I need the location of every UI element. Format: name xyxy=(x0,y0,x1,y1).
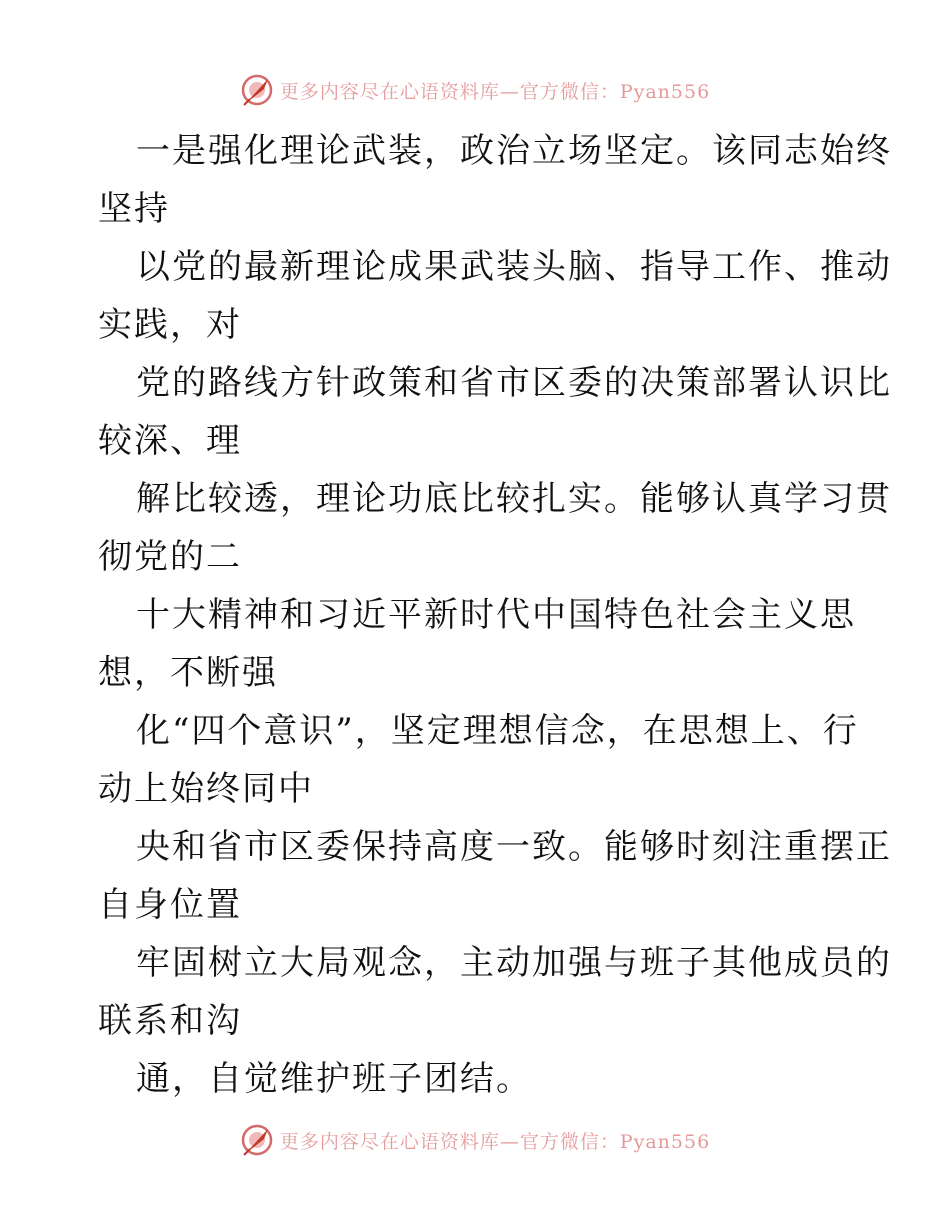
watermark-text: 更多内容尽在心语资料库—官方微信：Pyan556 xyxy=(279,1130,711,1153)
text-line: 解比较透，理论功底比较扎实。能够认真学习贯 xyxy=(136,479,892,519)
text-line: 十大精神和习近平新时代中国特色社会主义思 xyxy=(136,595,856,635)
text-line: 想，不断强 xyxy=(98,653,278,693)
text-line: 较深、理 xyxy=(98,421,242,461)
text-line: 化“四个意识”，坚定理想信念，在思想上、行 xyxy=(136,711,859,751)
document-body xyxy=(98,122,892,1108)
quill-logo-icon xyxy=(240,1123,274,1157)
text-line: 自身位置 xyxy=(98,885,242,925)
text-line: 动上始终同中 xyxy=(98,769,314,809)
text-line: 央和省市区委保持高度一致。能够时刻注重摆正 xyxy=(136,827,892,867)
text-line: 实践，对 xyxy=(98,305,242,345)
text-line: 坚持 xyxy=(98,189,170,229)
text-line: 牢固树立大局观念，主动加强与班子其他成员的 xyxy=(136,943,892,983)
watermark-text: 更多内容尽在心语资料库—官方微信：Pyan556 xyxy=(279,80,711,103)
footer-watermark xyxy=(0,1120,950,1160)
text-line: 一是强化理论武装，政治立场坚定。该同志始终 xyxy=(136,131,892,171)
quill-logo-icon xyxy=(240,73,274,107)
text-line: 通，自觉维护班子团结。 xyxy=(136,1059,532,1099)
text-line: 联系和沟 xyxy=(98,1001,242,1041)
text-line: 党的路线方针政策和省市区委的决策部署认识比 xyxy=(136,363,892,403)
text-line: 彻党的二 xyxy=(98,537,242,577)
header-watermark xyxy=(0,70,950,110)
text-line: 以党的最新理论成果武装头脑、指导工作、推动 xyxy=(136,247,892,287)
